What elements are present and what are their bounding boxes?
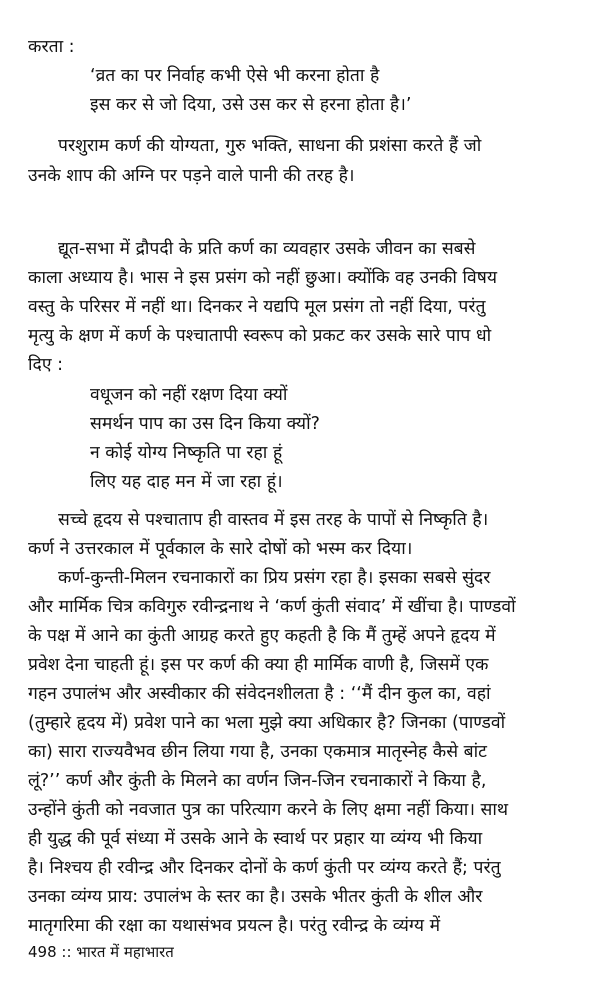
para2-line-3: वस्तु के परिसर में नहीं था। दिनकर ने यद्यपि मूल प्रसंग तो नहीं दिया, परंतु	[28, 297, 486, 317]
para4-line-13: मातृगरिमा की रक्षा का यथासंभव प्रयत्न है। परंतु रवीन्द्र के व्यंग्य में	[28, 916, 441, 936]
para4-line-2: और मार्मिक चित्र कविगुरु रवीन्द्रनाथ ने ‘कर्ण कुंती संवाद’ में खींचा है। पाण्डवों	[28, 597, 516, 617]
para2-line-2: काला अध्याय है। भास ने इस प्रसंग को नहीं छुआ। क्योंकि वह उनकी विषय	[28, 268, 497, 288]
intro-line: करता :	[28, 37, 75, 57]
para3-line-1: सच्चे हृदय से पश्चाताप ही वास्तव में इस तरह के पापों से निष्कृति है।	[58, 510, 489, 530]
page-footer: 498 :: भारत में महाभारत	[28, 943, 174, 961]
verse2-line-1: वधूजन को नहीं रक्षण दिया क्यों	[90, 385, 288, 405]
para2-line-5: दिए :	[28, 355, 63, 375]
verse1-line-2: इस कर से जो दिया, उसे उस कर से हरना होता है।’	[90, 95, 412, 115]
para4-line-11: है। निश्चय ही रवीन्द्र और दिनकर दोनों के कर्ण कुंती पर व्यंग्य करते हैं; परंतु	[28, 858, 501, 878]
para1-line-2: उनके शाप की अग्नि पर पड़ने वाले पानी की तरह है।	[28, 166, 355, 186]
para4-line-3: के पक्ष में आने का कुंती आग्रह करते हुए कहती है कि मैं तुम्हें अपने हृदय में	[28, 626, 496, 646]
para4-line-4: प्रवेश देना चाहती हूं। इस पर कर्ण की क्या ही मार्मिक वाणी है, जिसमें एक	[28, 655, 489, 675]
para3-line-2: कर्ण ने उत्तरकाल में पूर्वकाल के सारे दोषों को भस्म कर दिया।	[28, 539, 413, 559]
para2-line-4: मृत्यु के क्षण में कर्ण के पश्चातापी स्वरूप को प्रकट कर उसके सारे पाप धो	[28, 326, 492, 346]
para4-line-12: उनका व्यंग्य प्राय: उपालंभ के स्तर का है। उसके भीतर कुंती के शील और	[28, 887, 483, 907]
para4-line-8: लूं?’’ कर्ण और कुंती के मिलने का वर्णन जिन-जिन रचनाकारों ने किया है,	[28, 771, 487, 791]
para4-line-5: गहन उपालंभ और अस्वीकार की संवेदनशीलता है : ‘‘मैं दीन कुल का, वहां	[28, 684, 491, 704]
para4-line-7: का) सारा राज्यवैभव छीन लिया गया है, उनका एकमात्र मातृस्नेह कैसे बांट	[28, 742, 487, 762]
verse2-line-4: लिए यह दाह मन में जा रहा हूं।	[90, 472, 283, 492]
para2-line-1: द्यूत-सभा में द्रौपदी के प्रति कर्ण का व्यवहार उसके जीवन का सबसे	[58, 239, 476, 259]
verse2-line-3: न कोई योग्य निष्कृति पा रहा हूं	[90, 443, 283, 463]
para4-line-1: कर्ण-कुन्ती-मिलन रचनाकारों का प्रिय प्रसंग रहा है। इसका सबसे सुंदर	[58, 568, 491, 588]
verse1-line-1: ‘व्रत का पर निर्वाह कभी ऐसे भी करना होता है	[90, 66, 380, 86]
para1-line-1: परशुराम कर्ण की योग्यता, गुरु भक्ति, साधना की प्रशंसा करते हैं जो	[58, 136, 482, 156]
para4-line-6: (तुम्हारे हृदय में) प्रवेश पाने का भला मुझे क्या अधिकार है? जिनका (पाण्डवों	[28, 713, 506, 733]
para4-line-10: ही युद्ध की पूर्व संध्या में उसके आने के स्वार्थ पर प्रहार या व्यंग्य भी किया	[28, 829, 483, 849]
verse2-line-2: समर्थन पाप का उस दिन किया क्यों?	[90, 414, 320, 434]
para4-line-9: उन्होंने कुंती को नवजात पुत्र का परित्याग करने के लिए क्षमा नहीं किया। साथ	[28, 800, 509, 820]
